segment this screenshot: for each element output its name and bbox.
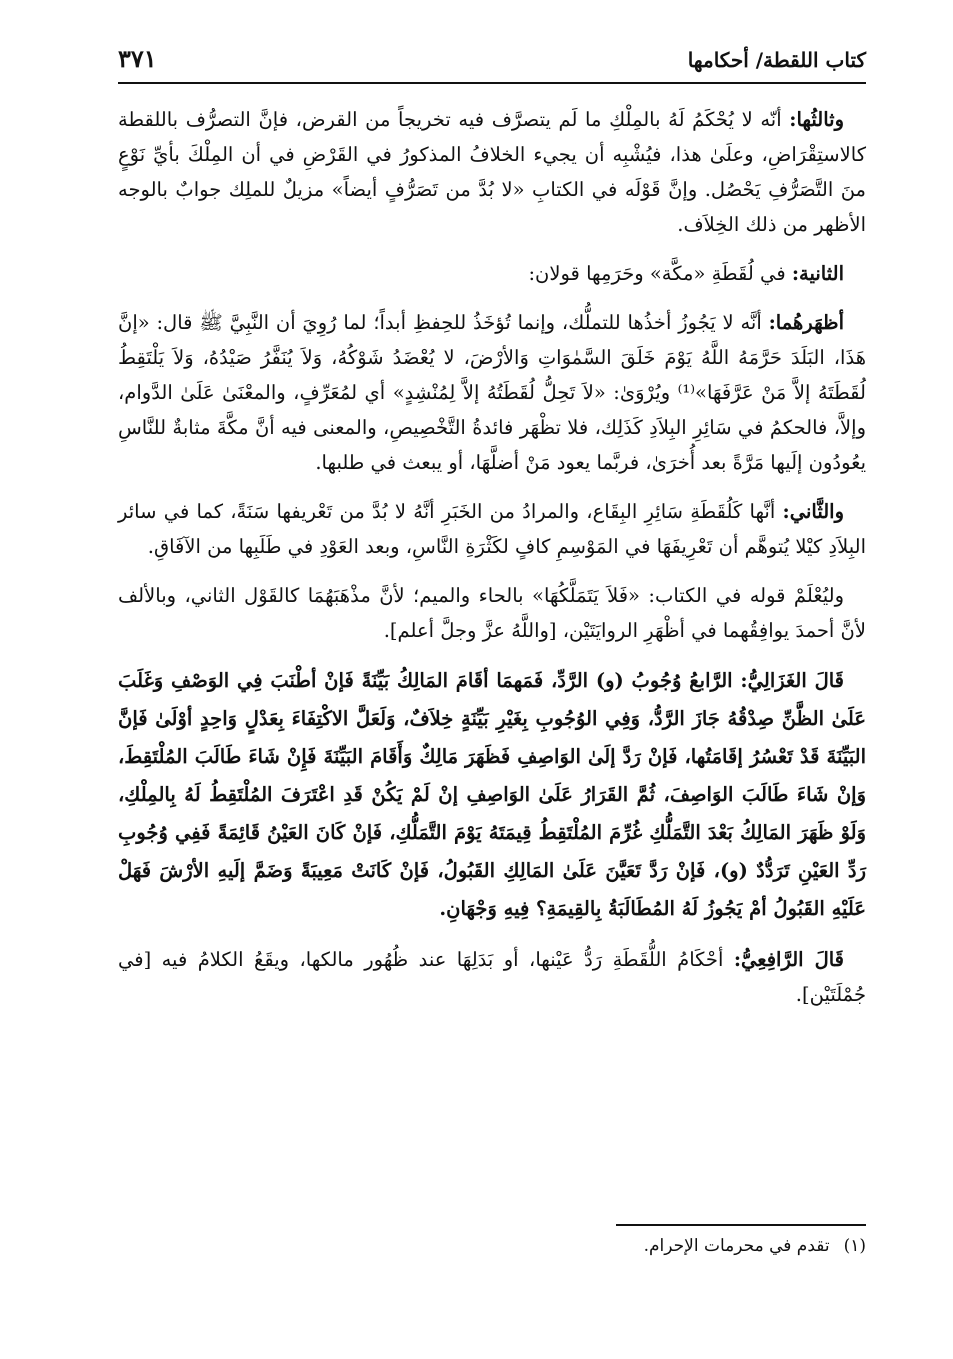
paragraph-third-aspect: [118, 102, 866, 242]
paragraph-text: الرَّابعُ وُجُوبُ (و) الرَّدِّ، فَمَهمَا أقَامَ المَالِكُ بَيِّنَةً فَإنْ أطْنَبَ فِي الوَصْفِ وَغَلَبَ عَلَىٰ الظَّنِّ صِدْقُهُ جَازَ الرَّدُّ، وَفِي الوُجُوبِ بِغَيْرِ بَيِّنَةٍ خِلاَفٌ، وَلَعَلَّ الاكْتِفَاءَ بِعَدْلٍ وَاحِدٍ أوْلَىٰ فَإنَّ البَيِّنَةَ قَدْ تَعْسُرُ إقَامَتُها، فَإنْ رَدَّ إلَىٰ الوَاصِفِ فَظَهَرَ مَالِكٌ وَأَقَامَ البَيِّنَةَ فَإِنْ شَاءَ طَالَبَ المُلْتَقِطَ، وَإنْ شَاءَ طَالَبَ الوَاصِفَ، ثُمَّ القَرَارُ عَلَىٰ الوَاصِفِ إنْ لَمْ يَكُنْ قَدِ اعْتَرَفَ المُلْتَقِطُ لَهُ بِالمِلْكِ، وَلَوْ ظَهَرَ المَالِكُ بَعْدَ التَّمَلُّكِ غُرِّمَ المُلْتَقِطُ قِيمَتَهُ يَوْمَ التَّمَلُّكِ، فَإنْ كَانَ العَيْنُ قَائِمَةً فَفِي وُجُوبِ رَدِّ العَيْنِ تَرَدُّدٌ (و)، فَإنْ رَدَّ تَعَيَّنَ عَلَىٰ المَالِكِ القَبُولُ، فَإنْ كَانَتْ مَعِيبَةً وَضَمَّ إلَيهِ الأرْشَ فَهَلْ عَلَيْهِ القَبُولُ أمْ يَجُوزُ لَهُ المُطَالَبَةُ بِالقِيمَةِ؟ فِيهِ وَجْهَانِ.: [118, 669, 866, 920]
paragraph-lead: وثالثُها:: [789, 108, 844, 131]
footnote-number: (١): [843, 1236, 866, 1256]
footnote-divider: [616, 1224, 866, 1226]
paragraph-text: وليُعْلَمْ قوله في الكتاب: «فَلاَ يَتَمَلَّكُهَا» بالحاء والميم؛ لأنَّ مذْهَبَهُمَا كالقَوْل الثاني، وبالألف لأنَّ أحمدَ يوافِقُهما في أظْهَرِ الروايَتَيْن، [واللَّهُ عزَّ وجلَّ أعلم].: [118, 584, 866, 642]
paragraph-second-opinion: [118, 494, 866, 564]
running-title: كتاب اللقطة/ أحكامها: [687, 48, 866, 72]
paragraph-lead: أظهَرهُما:: [768, 311, 844, 334]
paragraph-lead: قَالَ الرَّافِعِيُّ:: [733, 948, 845, 971]
paragraph-text: أحْكَامُ اللُّقَطَةِ رَدُّ عَيْنها، أو بَدَلِهَا عند ظُهُور مالكها، ويقَعُ الكلامُ فيه [في جُمْلَتَيْن].: [118, 948, 866, 1006]
paragraph-notation: [118, 578, 866, 648]
footnote-text: تقدم في محرمات الإحرام.: [643, 1236, 830, 1256]
paragraph-most-apparent: [118, 305, 866, 480]
page-number: ٣٧١: [118, 44, 157, 73]
footnote: [644, 1236, 866, 1256]
paragraph-lead: الثانية:: [791, 262, 844, 285]
paragraph-text: أنَّه لا يَجُوزُ أخذُها للتملُّك، وإنما تُؤخَذُ للحِفظِ أبداً؛ لما رُوِيَ أن النَّبِيَّ ﷺ قال: «إنَّ هَذَا، البَلَدَ حَرَّمَهُ اللَّهُ يَوْمَ خَلَقَ السَّمٰوَاتِ وَالأرْضَ، لا يُعْضَدُ شَوْكُهُ، وَلاَ يُنَفَّرُ صَيْدُهُ، وَلاَ يَلْتَقِطُ لُقَطَتَهُ إلاَّ مَنْ عَرَّفَهَا»⁽¹⁾ ويُرْوَىٰ: «لاَ تَحِلُّ لُقَطَتُهُ إلاَّ لِمُنْشِدٍ» أي لمُعَرِّفٍ، والمعْنَىٰ عَلَىٰ الدَّوام، وإلاَّ، فالحكمُ في سَائِرِ البِلاَدِ كَذَلِك، فلا تظْهَر فائدةُ التَّخْصِيصِ، والمعنى فيه أنَّ مكَّةَ مثابةٌ للنَّاسِ يعُودُون إلَيها مَرَّةً بعد أُخرَىٰ، فربَّما يعود مَنْ أضلَّهَا، أو يبعث في طلبها.: [118, 311, 866, 474]
paragraph-lead: والثَّاني:: [782, 500, 844, 523]
main-text: [118, 102, 866, 1026]
paragraph-rafii-commentary: [118, 942, 866, 1012]
paragraph-text: في لُقَطَةِ «مكَّة» وحَرَمِها قولان:: [528, 262, 792, 285]
book-page: [118, 40, 866, 1340]
page-header: [118, 40, 866, 84]
paragraph-text: أنّه لا يُحْكَمُ لَهُ بالمِلْكِ ما لَم يتصرَّف فيه تخريجاً من القرض، فإنَّ التصرُّف باللقطة كالاستِقْرَاضِ، وعلَىٰ هذا، فيُشْبِه أن يجيء الخلافُ المذكورُ في القَرْضِ في أن المِلْكَ بأيِّ نَوْعٍ منَ التَّصَرُّفِ يَحْصُل. وإنَّ قَوْلَه في الكتابِ «لا بُدَّ من تَصَرُّفٍ أيضاً» مزيلٌ للملِك جوابٌ بالوجه الأظهر من ذلك الخِلاَف.: [118, 108, 867, 236]
paragraph-ghazali-text: [118, 662, 866, 928]
paragraph-lead: قَالَ الغَزَالِيُّ:: [740, 669, 844, 692]
paragraph-second-issue: [118, 256, 866, 291]
paragraph-text: أنَّها كَلُقَطَةِ سَائِرِ البِقَاع، والمرادُ من الخَبَرِ أنَّهُ لا بُدَّ من تَعْريفها سَنَةً، كما في سائر البِلاَدِ كيْلا يُتوهَّم أن تَعْرِيفَهَا في المَوْسِمِ كافٍ لكَثْرَةِ النَّاسِ، وبعد العَوْدِ في طَلَبِها من الآفَاقِ.: [118, 500, 866, 558]
